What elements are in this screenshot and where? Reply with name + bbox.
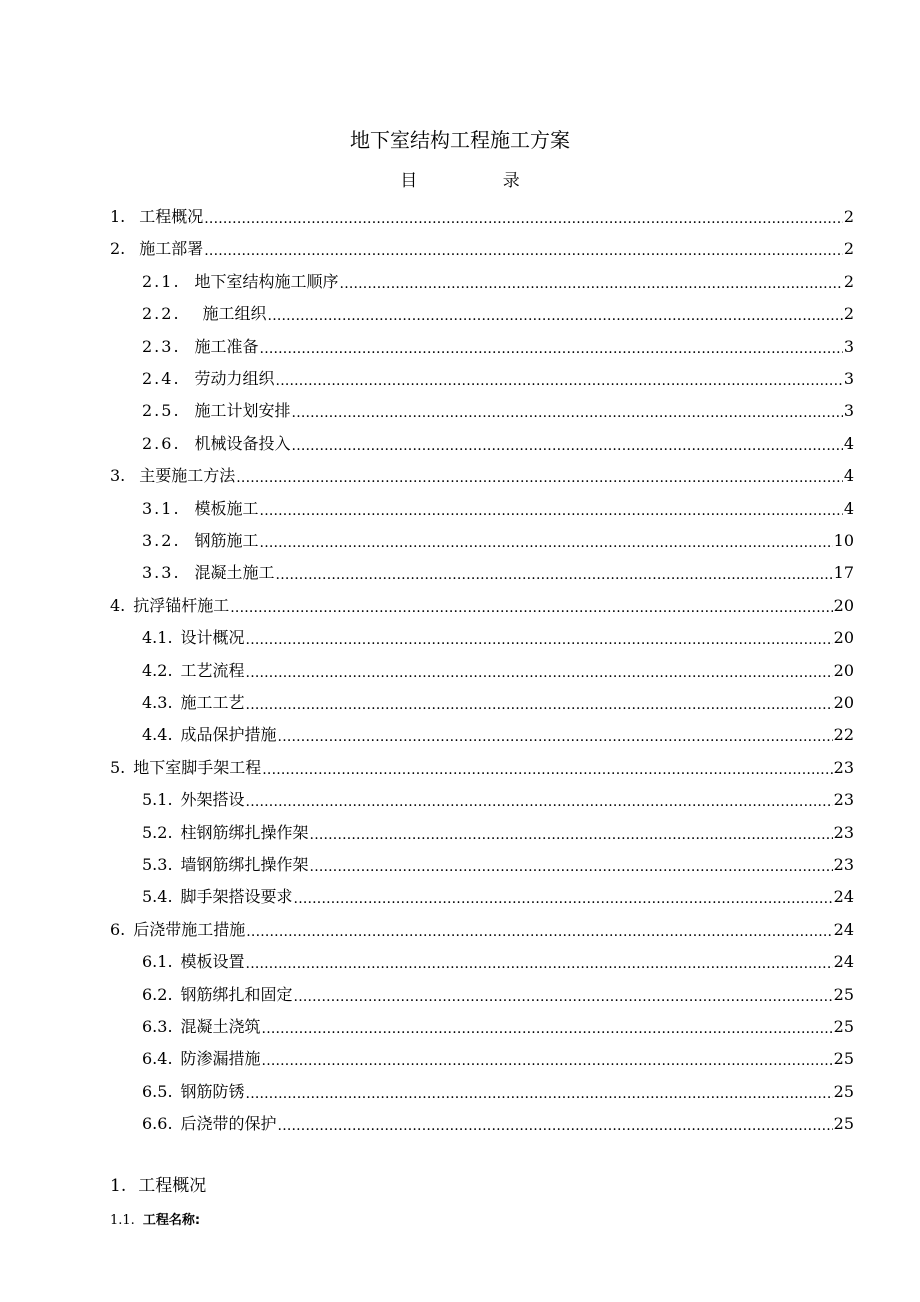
toc-dot-leader: [310, 854, 833, 876]
toc-dot-leader: [310, 822, 833, 844]
toc-dot-leader: [262, 1048, 833, 1070]
toc-entry-number: 2.1.: [142, 271, 181, 291]
toc-entry-title: 模板设置: [180, 952, 245, 972]
toc-dot-leader: [260, 498, 843, 520]
toc-entry[interactable]: [142, 816, 854, 844]
toc-entry-number: 5.4.: [142, 887, 173, 907]
toc-entry-page-number: 24: [833, 887, 854, 907]
toc-entry[interactable]: [110, 751, 854, 779]
toc-dot-leader: [230, 595, 832, 617]
toc-dot-leader: [246, 789, 833, 811]
toc-entry-number: 3.1.: [142, 498, 181, 518]
toc-entry-page-number: 20: [833, 693, 854, 712]
toc-entry[interactable]: [142, 783, 854, 811]
toc-entry-number: 1.: [110, 207, 126, 226]
toc-entry[interactable]: [142, 1010, 854, 1038]
toc-dot-leader: [262, 1016, 833, 1038]
section-title: 工程概况: [138, 1176, 207, 1196]
toc-entry[interactable]: [142, 330, 854, 358]
toc-entry[interactable]: [142, 524, 854, 552]
toc-dot-leader: [246, 692, 833, 714]
toc-dot-leader: [268, 303, 843, 325]
toc-entry-number: 5.1.: [142, 790, 173, 810]
toc-entry-number: 5.2.: [142, 822, 173, 842]
toc-dot-leader: [260, 530, 833, 552]
toc-dot-leader: [340, 271, 843, 293]
subsection-heading: [110, 1210, 200, 1232]
toc-entry-page-number: 20: [833, 595, 854, 615]
toc-entry-page-number: 20: [833, 660, 854, 680]
toc-entry-title: 钢筋绑扎和固定: [180, 984, 293, 1004]
toc-entry[interactable]: [110, 200, 854, 228]
toc-entry[interactable]: [142, 978, 854, 1006]
toc-entry[interactable]: [142, 848, 854, 876]
toc-entry-number: 6.3.: [142, 1017, 173, 1036]
toc-entry-number: 5.3.: [142, 855, 173, 874]
toc-entry-number: 3.2.: [142, 531, 181, 550]
toc-entry-number: 6.1.: [142, 952, 173, 972]
toc-entry-number: 2.5.: [142, 401, 181, 421]
toc-entry[interactable]: [142, 1075, 854, 1103]
toc-entry-page-number: 3: [843, 369, 854, 388]
toc-entry-title: 工程概况: [139, 207, 204, 226]
toc-entry-title: 柱钢筋绑扎操作架: [180, 822, 309, 842]
toc-dot-leader: [246, 660, 833, 682]
toc-entry-page-number: 25: [833, 984, 854, 1004]
toc-dot-leader: [260, 336, 843, 358]
toc-dot-leader: [292, 433, 843, 455]
toc-dot-leader: [246, 627, 833, 649]
toc-entry[interactable]: [142, 686, 854, 714]
toc-entry-title: 防渗漏措施: [180, 1049, 261, 1069]
toc-heading: 目 录: [400, 171, 560, 191]
section-number: 1.: [110, 1176, 127, 1196]
toc-entry-title: 施工组织: [202, 304, 267, 324]
toc-entry[interactable]: [110, 232, 854, 260]
toc-entry-number: 6.6.: [142, 1114, 173, 1134]
toc-entry-number: 2.4.: [142, 369, 181, 388]
toc-dot-leader: [246, 1081, 833, 1103]
toc-entry-page-number: 2: [843, 239, 854, 259]
toc-entry[interactable]: [110, 913, 854, 941]
toc-entry-page-number: 4: [843, 433, 854, 453]
toc-entry-number: 4.2.: [142, 660, 173, 680]
toc-dot-leader: [276, 368, 843, 390]
toc-entry-page-number: 2: [843, 207, 854, 226]
toc-entry[interactable]: [142, 492, 854, 520]
toc-dot-leader: [204, 238, 843, 260]
toc-entry[interactable]: [142, 362, 854, 390]
toc-entry[interactable]: [142, 265, 854, 293]
toc-entry-number: 2.3.: [142, 336, 181, 356]
toc-entry-title: 后浇带施工措施: [133, 919, 246, 939]
toc-entry-title: 机械设备投入: [194, 433, 291, 453]
toc-entry[interactable]: [142, 621, 854, 649]
toc-entry-number: 3.: [110, 466, 126, 486]
toc-entry-number: 6.5.: [142, 1081, 173, 1101]
toc-entry-page-number: 23: [833, 855, 854, 874]
toc-entry-title: 钢筋防锈: [180, 1081, 245, 1101]
toc-entry-title: 地下室脚手架工程: [133, 757, 262, 777]
toc-entry-page-number: 3: [843, 336, 854, 356]
toc-entry-page-number: 4: [843, 466, 854, 486]
toc-entry-page-number: 24: [833, 952, 854, 972]
toc-dot-leader: [278, 1113, 833, 1135]
toc-entry-title: 主要施工方法: [139, 466, 236, 486]
toc-entry-number: 2.: [110, 239, 126, 259]
toc-entry-page-number: 4: [843, 498, 854, 518]
toc-entry-page-number: 25: [833, 1114, 854, 1134]
toc-entry-title: 混凝土施工: [194, 563, 275, 583]
toc-dot-leader: [276, 562, 833, 584]
toc-entry[interactable]: [142, 394, 854, 422]
toc-entry-title: 设计概况: [180, 628, 245, 648]
toc-entry-number: 6.2.: [142, 984, 173, 1004]
toc-entry-page-number: 23: [833, 757, 854, 777]
toc-dot-leader: [236, 465, 843, 487]
toc-entry[interactable]: [142, 945, 854, 973]
toc-entry[interactable]: [110, 459, 854, 487]
toc-entry-number: 4.4.: [142, 725, 173, 745]
toc-dot-leader: [294, 886, 833, 908]
toc-entry-title: 钢筋施工: [194, 531, 259, 550]
toc-entry-page-number: 2: [843, 271, 854, 291]
toc-entry-page-number: 25: [833, 1017, 854, 1036]
toc-entry-title: 抗浮锚杆施工: [133, 595, 230, 615]
toc-entry-title: 施工计划安排: [194, 401, 291, 421]
toc-dot-leader: [294, 984, 833, 1006]
toc-entry-title: 施工工艺: [180, 693, 245, 712]
toc-dot-leader: [246, 919, 832, 941]
toc-entry-title: 施工准备: [194, 336, 259, 356]
toc-entry-number: 3.3.: [142, 563, 181, 583]
toc-entry-title: 外架搭设: [180, 790, 245, 810]
toc-dot-leader: [278, 724, 833, 746]
toc-entry-number: 6.: [110, 919, 126, 939]
toc-entry-page-number: 20: [833, 628, 854, 648]
toc-entry-title: 墙钢筋绑扎操作架: [180, 855, 309, 874]
toc-entry-number: 5.: [110, 757, 126, 777]
toc-entry-page-number: 23: [833, 790, 854, 810]
toc-entry-page-number: 23: [833, 822, 854, 842]
toc-entry[interactable]: [142, 718, 854, 746]
toc-entry-page-number: 25: [833, 1049, 854, 1069]
toc-entry[interactable]: [142, 427, 854, 455]
toc-entry[interactable]: [110, 589, 854, 617]
toc-entry[interactable]: [142, 880, 854, 908]
section-heading: [110, 1174, 206, 1198]
toc-dot-leader: [204, 206, 843, 228]
toc-dot-leader: [292, 400, 843, 422]
toc-entry-page-number: 17: [833, 563, 854, 583]
toc-entry-title: 脚手架搭设要求: [180, 887, 293, 907]
toc-entry[interactable]: [142, 297, 854, 325]
toc-entry[interactable]: [142, 654, 854, 682]
toc-entry-title: 地下室结构施工顺序: [194, 271, 339, 291]
toc-entry-page-number: 3: [843, 401, 854, 421]
toc-entry[interactable]: [142, 556, 854, 584]
toc-entry-number: 4.3.: [142, 693, 173, 712]
toc-entry[interactable]: [142, 1042, 854, 1070]
toc-entry-number: 6.4.: [142, 1049, 173, 1069]
toc-entry-number: 4.1.: [142, 628, 173, 648]
subsection-number: 1.1.: [110, 1213, 135, 1228]
toc-entry-number: 2.6.: [142, 433, 181, 453]
toc-dot-leader: [262, 757, 832, 779]
toc-entry-page-number: 22: [833, 725, 854, 745]
toc-entry-page-number: 10: [833, 531, 854, 550]
document-title: 地下室结构工程施工方案: [350, 128, 570, 152]
toc-entry[interactable]: [142, 1107, 854, 1135]
toc-entry-number: 2.2.: [142, 304, 181, 324]
subsection-title: 工程名称:: [142, 1213, 201, 1228]
toc-entry-number: 4.: [110, 595, 126, 615]
toc-entry-page-number: 25: [833, 1081, 854, 1101]
toc-entry-title: 模板施工: [194, 498, 259, 518]
toc-entry-title: 工艺流程: [180, 660, 245, 680]
toc-entry-page-number: 24: [833, 919, 854, 939]
toc-entry-title: 成品保护措施: [180, 725, 277, 745]
toc-entry-title: 劳动力组织: [194, 369, 275, 388]
toc-entry-title: 混凝土浇筑: [180, 1017, 261, 1036]
toc-dot-leader: [246, 951, 833, 973]
toc-entry-title: 后浇带的保护: [180, 1114, 277, 1134]
toc-entry-title: 施工部署: [139, 239, 204, 259]
toc-entry-page-number: 2: [843, 304, 854, 324]
